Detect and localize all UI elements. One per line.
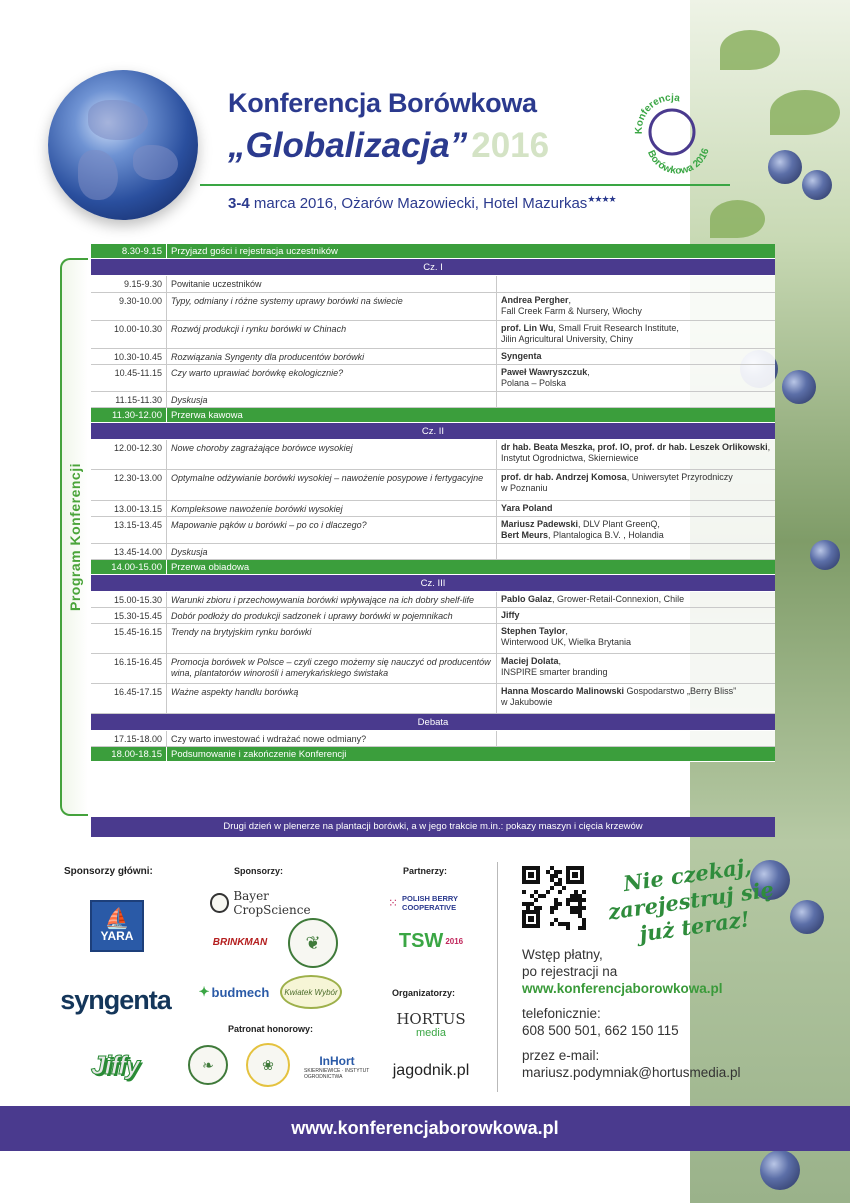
session-topic: Kompleksowe nawożenie borówki wysokiej: [166, 501, 496, 516]
session-topic: Rozwój produkcji i rynku borówki w Chinach: [166, 321, 496, 348]
registration-info: Wstęp płatny, po rejestracji na www.konferencjaborowkowa.pl telefonicznie: 608 500 501, 662 150 115 przez e-mail: mariusz.podymniak@hortusmedia.pl: [522, 947, 741, 1080]
main-sponsors-heading: Sponsorzy główni:: [64, 866, 153, 877]
debate-row: 17.15-18.00 Czy warto inwestować i wdrażać nowe odmiany?: [91, 731, 775, 747]
jagodnik-logo: jagodnik.pl: [392, 1062, 470, 1079]
part-3-header: Cz. III: [91, 575, 775, 592]
session-speaker: [496, 276, 775, 292]
patron-seal-2-logo: ❀: [246, 1043, 290, 1087]
session-topic: Typy, odmiany i różne systemy uprawy borówki na świecie: [166, 293, 496, 320]
conference-title: Konferencja Borówkowa: [228, 88, 537, 118]
session-speaker: Hanna Moscardo Malinowski Gospodarstwo „Berry Bliss” w Jakubowie: [496, 684, 775, 713]
session-time: 15.00-15.30: [113, 595, 162, 605]
header-divider: [200, 184, 730, 186]
association-seal-logo: ❦: [288, 918, 338, 968]
second-day-note: Drugi dzień w plenerze na plantacji borówki, a w jego trakcie m.in.: pokazy maszyn i cięcia krzewów: [91, 817, 775, 837]
phone-numbers[interactable]: 608 500 501, 662 150 115: [522, 1023, 679, 1038]
program-row: [91, 440, 775, 470]
session-time: 13.15-13.45: [113, 520, 162, 530]
budmech-logo: ✦ budmech: [198, 984, 270, 1000]
program-row: [91, 293, 775, 321]
session-topic: Mapowanie pąków u borówki – po co i dlaczego?: [166, 517, 496, 543]
session-topic: Czy warto uprawiać borówkę ekologicznie?: [166, 365, 496, 391]
session-speaker: Syngenta: [496, 349, 775, 364]
email-link[interactable]: mariusz.podymniak@hortusmedia.pl: [522, 1065, 741, 1080]
session-speaker: dr hab. Beata Meszka, prof. IO, prof. dr hab. Leszek Orlikowski, Instytut Ogrodnictwa, Skierniewice: [496, 440, 775, 469]
session-time: 10.45-11.15: [114, 368, 162, 378]
program-row: [91, 592, 775, 608]
brinkman-logo: BRINKMAN: [212, 936, 268, 948]
program-row: [91, 501, 775, 517]
session-speaker: Pablo Galaz, Grower-Retail-Connexion, Chile: [496, 592, 775, 607]
program-row: [91, 544, 775, 560]
session-topic: Nowe choroby zagrażające borówce wysokiej: [166, 440, 496, 469]
coffee-break-row: 11.30-12.00 Przerwa kawowa: [91, 408, 775, 423]
session-speaker: Andrea Pergher, Fall Creek Farm & Nursery, Włochy: [496, 293, 775, 320]
syngenta-logo: syngenta: [60, 984, 171, 1015]
session-speaker: Maciej Dolata, INSPIRE smarter branding: [496, 654, 775, 683]
polish-berry-logo: ⁙ POLISH BERRY COOPERATIVE: [387, 894, 458, 912]
program-row: [91, 365, 775, 392]
session-speaker: Jiffy: [496, 608, 775, 623]
session-speaker: prof. Lin Wu, Small Fruit Research Institute, Jilin Agricultural University, Chiny: [496, 321, 775, 348]
registration-link[interactable]: www.konferencjaborowkowa.pl: [522, 981, 723, 996]
session-topic: Trendy na brytyjskim rynku borówki: [166, 624, 496, 653]
session-time: 16.45-17.15: [113, 687, 162, 697]
sponsors-heading: Sponsorzy:: [234, 866, 284, 876]
debate-header: Debata: [91, 714, 775, 731]
part-2-header: Cz. II: [91, 423, 775, 440]
program-row: [91, 470, 775, 501]
program-row: [91, 349, 775, 365]
session-speaker: Paweł Wawryszczuk, Polana – Polska: [496, 365, 775, 391]
program-row: [91, 608, 775, 624]
partners-heading: Partnerzy:: [403, 866, 448, 876]
session-topic: Powitanie uczestników: [166, 276, 496, 292]
bayer-logo: Bayer CropScience: [210, 890, 345, 916]
session-speaker: Stephen Taylor, Winterwood UK, Wielka Brytania: [496, 624, 775, 653]
program-row: [91, 684, 775, 714]
session-time: 13.45-14.00: [113, 547, 162, 557]
session-time: 12.30-13.00: [113, 473, 162, 483]
session-topic: Ważne aspekty handlu borówką: [166, 684, 496, 713]
part-1-header: Cz. I: [91, 259, 775, 276]
session-topic: Dyskusja: [166, 544, 496, 559]
event-dates: 3-4 marca 2016, Ożarów Mazowiecki, Hotel Mazurkas★★★★: [228, 194, 616, 212]
program-row: [91, 276, 775, 293]
qr-code[interactable]: [522, 866, 584, 928]
inhort-logo: InHort SKIERNIEWICE · INSTYTUT OGRODNICTWA: [304, 1054, 370, 1080]
session-time: 10.30-10.45: [113, 352, 162, 362]
conference-logo: [628, 86, 716, 174]
conference-subtitle: „Globalizacja” 2016: [228, 126, 550, 165]
kwiatek-logo: Kwiatek Wybór: [280, 975, 342, 1009]
program-table: [91, 244, 775, 762]
program-row: [91, 654, 775, 684]
session-time: 11.15-11.30: [115, 395, 162, 405]
jiffy-logo: Jiffy: [91, 1049, 139, 1080]
session-time: 13.00-13.15: [113, 504, 162, 514]
session-time: 16.15-16.45: [113, 657, 162, 667]
svg-text:Konferencja: Konferencja: [633, 92, 681, 135]
session-time: 15.45-16.15: [113, 627, 162, 637]
session-topic: Warunki zbioru i przechowywania borówki wpływające na ich dobry shelf-life: [166, 592, 496, 607]
patron-seal-1-logo: ❧: [188, 1045, 228, 1085]
closing-row: 18.00-18.15 Podsumowanie i zakończenie Konferencji: [91, 747, 775, 762]
session-topic: Dobór podłoży do produkcji sadzonek i uprawy borówki w pojemnikach: [166, 608, 496, 623]
hotel-stars: ★★★★: [587, 194, 616, 204]
program-row: [91, 517, 775, 544]
session-speaker: [496, 544, 775, 559]
section-divider: [497, 862, 498, 1092]
patronage-heading: Patronat honorowy:: [228, 1024, 313, 1034]
bayer-cross-icon: [210, 893, 229, 913]
globe-image: [48, 70, 198, 220]
session-topic: Promocja borówek w Polsce – czyli czego możemy się nauczyć od producentów wina, plantatorów winorośli i amerykańskiego świstaka: [166, 654, 496, 683]
tsw-logo: TSW 2016: [398, 929, 464, 952]
session-time: 15.30-15.45: [113, 611, 162, 621]
session-speaker: Yara Poland: [496, 501, 775, 516]
conference-year: 2016: [471, 126, 550, 165]
session-time: 9.15-9.30: [123, 279, 162, 289]
yara-logo: ⛵ YARA: [90, 900, 144, 952]
hortus-media-logo: HORTUS media: [396, 1010, 466, 1039]
session-topic: Rozwiązania Syngenty dla producentów borówki: [166, 349, 496, 364]
session-speaker: Mariusz Padewski, DLV Plant GreenQ, Bert Meurs, Plantalogica B.V. , Holandia: [496, 517, 775, 543]
session-time: 9.30-10.00: [118, 296, 162, 306]
session-topic: Dyskusja: [166, 392, 496, 407]
registration-slogan: Nie czekaj, zarejestruj się już teraz!: [606, 853, 776, 947]
session-topic: Optymalne odżywianie borówki wysokiej – nawożenie posypowe i fertygacyjne: [166, 470, 496, 500]
lunch-break-row: 14.00-15.00 Przerwa obiadowa: [91, 560, 775, 575]
arrival-row: 8.30-9.15 Przyjazd gości i rejestracja uczestników: [91, 244, 775, 259]
program-row: [91, 392, 775, 408]
organizers-heading: Organizatorzy:: [392, 988, 456, 998]
footer-url[interactable]: www.konferencjaborowkowa.pl: [0, 1106, 850, 1151]
session-speaker: [496, 392, 775, 407]
session-time: 10.00-10.30: [113, 324, 162, 334]
svg-text:Borówkowa 2016: Borówkowa 2016: [645, 147, 712, 174]
session-time: 12.00-12.30: [113, 443, 162, 453]
session-speaker: prof. dr hab. Andrzej Komosa, Uniwersytet Przyrodniczy w Poznaniu: [496, 470, 775, 500]
program-row: [91, 321, 775, 349]
program-label: Program Konferencji: [60, 258, 88, 816]
program-row: [91, 624, 775, 654]
